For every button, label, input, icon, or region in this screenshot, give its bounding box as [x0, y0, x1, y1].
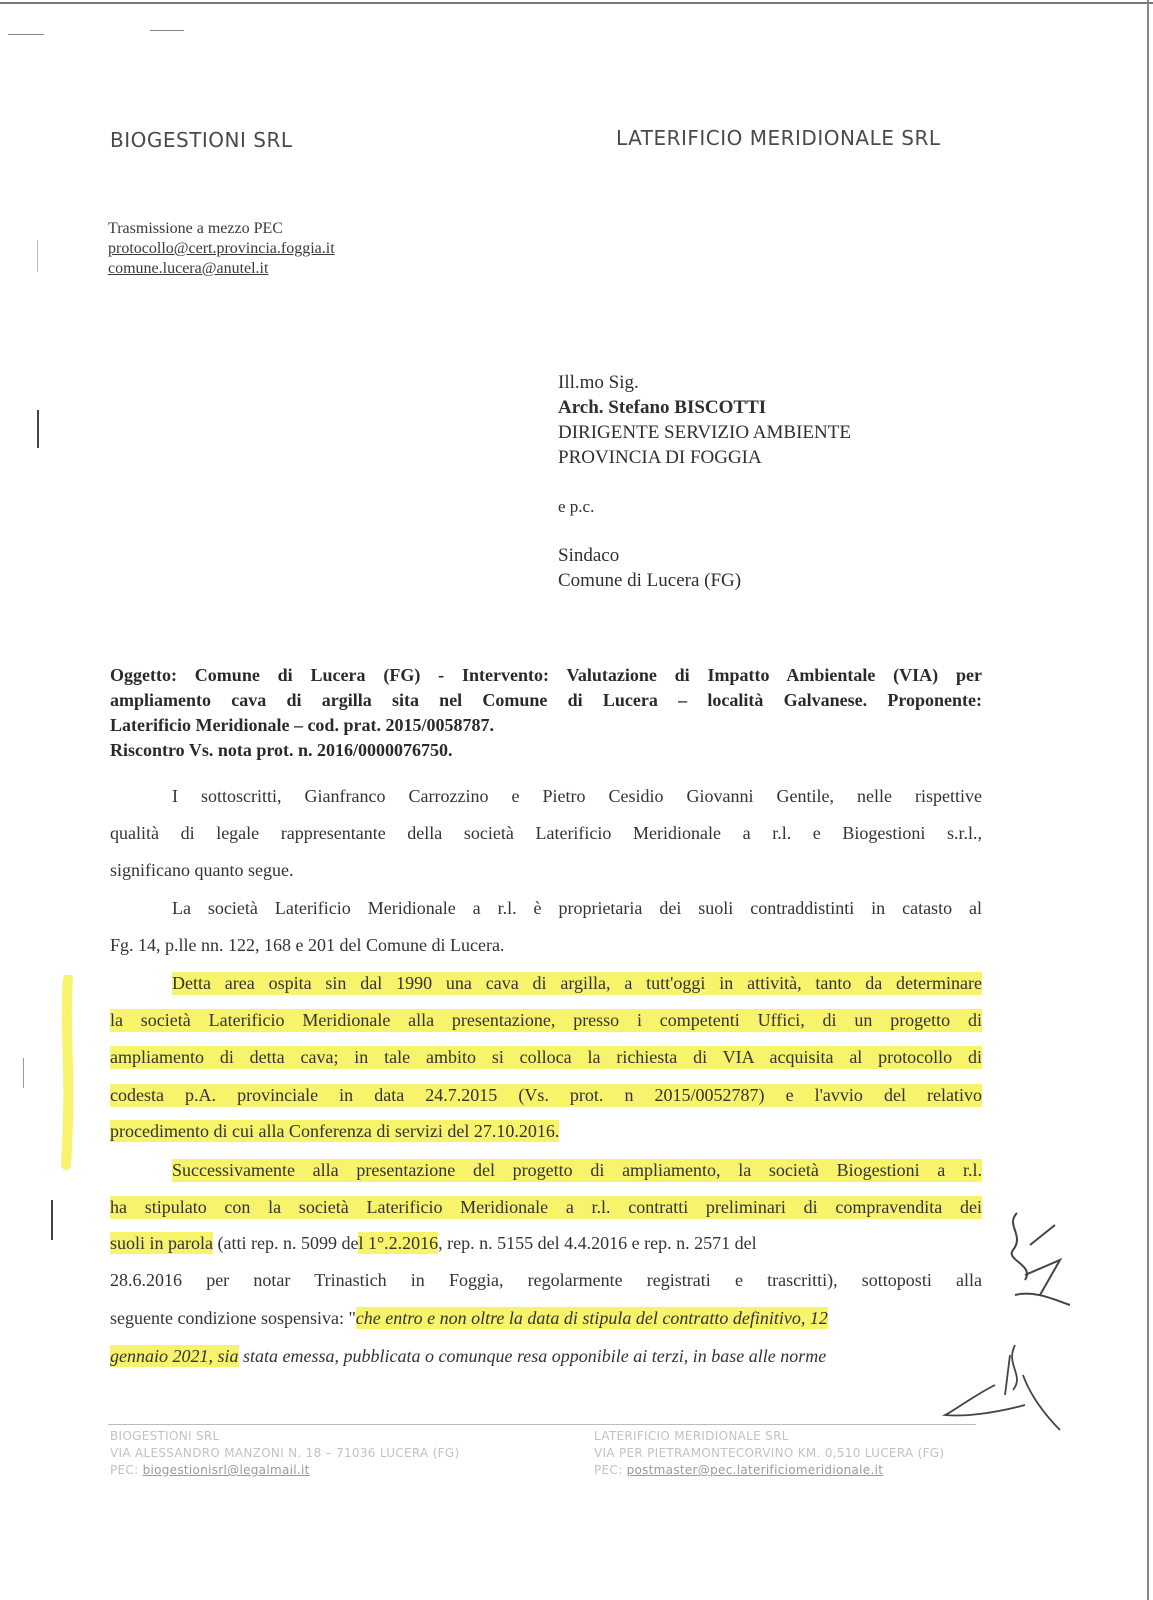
- highlighted-text: l 1°.2.2016: [358, 1233, 439, 1253]
- transmission-label: Trasmissione a mezzo PEC: [108, 220, 283, 237]
- scan-right-edge: [1147, 0, 1149, 1600]
- highlighted-text: Successivamente alla presentazione del progetto di ampliamento, la società Biogestioni a r.l.: [172, 1160, 982, 1180]
- body-line-highlighted: [110, 1084, 982, 1107]
- body-line-highlighted: [110, 1121, 559, 1142]
- quote-text-span: stata emessa, pubblicata o comunque resa opponibile ai terzi, in base alle norme: [238, 1346, 827, 1366]
- body-line-highlighted: [110, 1009, 982, 1032]
- footer-pec-link[interactable]: postmaster@pec.laterificiomeridionale.it: [626, 1463, 884, 1477]
- right-company-name: LATERIFICIO MERIDIONALE SRL: [616, 126, 941, 150]
- scan-mark: [150, 30, 184, 31]
- subject-line: Oggetto: Comune di Lucera (FG) - Intervento: Valutazione di Impatto Ambientale (VIA) per: [110, 665, 982, 685]
- body-line-mixed: [110, 1346, 826, 1367]
- left-company-name: BIOGESTIONI SRL: [110, 128, 293, 152]
- body-line: significano quanto segue.: [110, 860, 294, 880]
- pec-email-link[interactable]: comune.lucera@anutel.it: [108, 260, 269, 277]
- body-line: I sottoscritti, Gianfranco Carrozzino e Pietro Cesidio Giovanni Gentile, nelle rispettive: [172, 786, 982, 806]
- footer-pec-label: PEC:: [110, 1463, 143, 1477]
- body-line-highlighted: [172, 1159, 982, 1182]
- footer-company-name: LATERIFICIO MERIDIONALE SRL: [594, 1429, 789, 1443]
- highlighted-text: suoli in parola: [110, 1233, 213, 1253]
- margin-mark: [37, 240, 38, 272]
- recipient-salutation: Ill.mo Sig.: [558, 372, 639, 393]
- highlighted-text: ha stipulato con la società Laterificio Meridionale a r.l. contratti preliminari di compravendita dei: [110, 1197, 982, 1217]
- highlighted-quote: gennaio 2021, sia: [110, 1346, 239, 1366]
- highlighted-text: la società Laterificio Meridionale alla presentazione, presso i competenti Uffici, di un progetto di: [110, 1010, 982, 1030]
- margin-mark: [23, 1058, 24, 1088]
- handwritten-signature: [935, 1335, 1065, 1435]
- body-line-highlighted: [172, 972, 982, 995]
- highlighted-text: codesta p.A. provinciale in data 24.7.2015 (Vs. prot. n 2015/0052787) e l'avvio del relativo: [110, 1085, 982, 1105]
- transmission-block: [108, 219, 335, 279]
- highlighted-text: ampliamento di detta cava; in tale ambito si colloca la richiesta di VIA acquisita al protocollo di: [110, 1047, 982, 1067]
- pec-email-link[interactable]: protocollo@cert.provincia.foggia.it: [108, 240, 335, 257]
- body-line-highlighted: [110, 1046, 982, 1069]
- margin-mark: [51, 1200, 53, 1240]
- highlighted-text: Detta area ospita sin dal 1990 una cava di argilla, a tutt'oggi in attività, tanto da determinare: [172, 973, 982, 993]
- footer-right: [594, 1428, 944, 1479]
- highlighted-text: procedimento di cui alla Conferenza di servizi del 27.10.2016.: [110, 1121, 560, 1141]
- scan-top-edge: [0, 2, 1153, 4]
- footer-divider: [108, 1424, 976, 1425]
- footer-address: VIA ALESSANDRO MANZONI N. 18 – 71036 LUCERA (FG): [110, 1446, 460, 1460]
- margin-highlight-stroke: [56, 975, 80, 1175]
- body-line: Fg. 14, p.lle nn. 122, 168 e 201 del Comune di Lucera.: [110, 935, 505, 955]
- body-text-span: seguente condizione sospensiva: ": [110, 1308, 356, 1328]
- body-line: La società Laterificio Meridionale a r.l. è proprietaria dei suoli contraddistinti in catasto al: [172, 898, 982, 918]
- cc-role: Sindaco: [558, 545, 620, 566]
- subject-line: Riscontro Vs. nota prot. n. 2016/0000076750.: [110, 740, 453, 760]
- subject-line: Laterificio Meridionale – cod. prat. 2015/0058787.: [110, 715, 494, 735]
- recipient-office: PROVINCIA DI FOGGIA: [558, 447, 762, 468]
- cc-office: Comune di Lucera (FG): [558, 570, 742, 591]
- body-line-mixed: [110, 1308, 828, 1329]
- body-line-highlighted: [110, 1196, 982, 1219]
- body-text-span: (atti rep. n. 5099 de: [212, 1233, 359, 1253]
- cc-label: e p.c.: [558, 497, 595, 516]
- body-line: 28.6.2016 per notar Trinastich in Foggia, regolarmente registrati e trascritti), sottoposti alla: [110, 1270, 982, 1290]
- highlighted-quote: che entro e non oltre la data di stipula del contratto definitivo, 12: [355, 1308, 828, 1328]
- handwritten-signature: [995, 1205, 1075, 1315]
- footer-address: VIA PER PIETRAMONTECORVINO KM. 0,510 LUCERA (FG): [594, 1446, 945, 1460]
- margin-mark: [37, 410, 39, 448]
- body-text-span: , rep. n. 5155 del 4.4.2016 e rep. n. 2571 del: [438, 1233, 757, 1253]
- body-line: qualità di legale rappresentante della società Laterificio Meridionale a r.l. e Biogestioni s.r.l.,: [110, 823, 982, 843]
- recipient-block: [558, 370, 851, 593]
- recipient-role: DIRIGENTE SERVIZIO AMBIENTE: [558, 422, 851, 443]
- scan-mark: [8, 34, 44, 35]
- footer-left: [110, 1428, 459, 1479]
- footer-company-name: BIOGESTIONI SRL: [110, 1429, 220, 1443]
- recipient-name: Arch. Stefano BISCOTTI: [558, 397, 767, 418]
- subject-line: ampliamento cava di argilla sita nel Comune di Lucera – località Galvanese. Proponente:: [110, 690, 982, 710]
- footer-pec-link[interactable]: biogestionisrl@legalmail.it: [142, 1463, 310, 1477]
- body-line-mixed: [110, 1233, 757, 1254]
- footer-pec-label: PEC:: [594, 1463, 627, 1477]
